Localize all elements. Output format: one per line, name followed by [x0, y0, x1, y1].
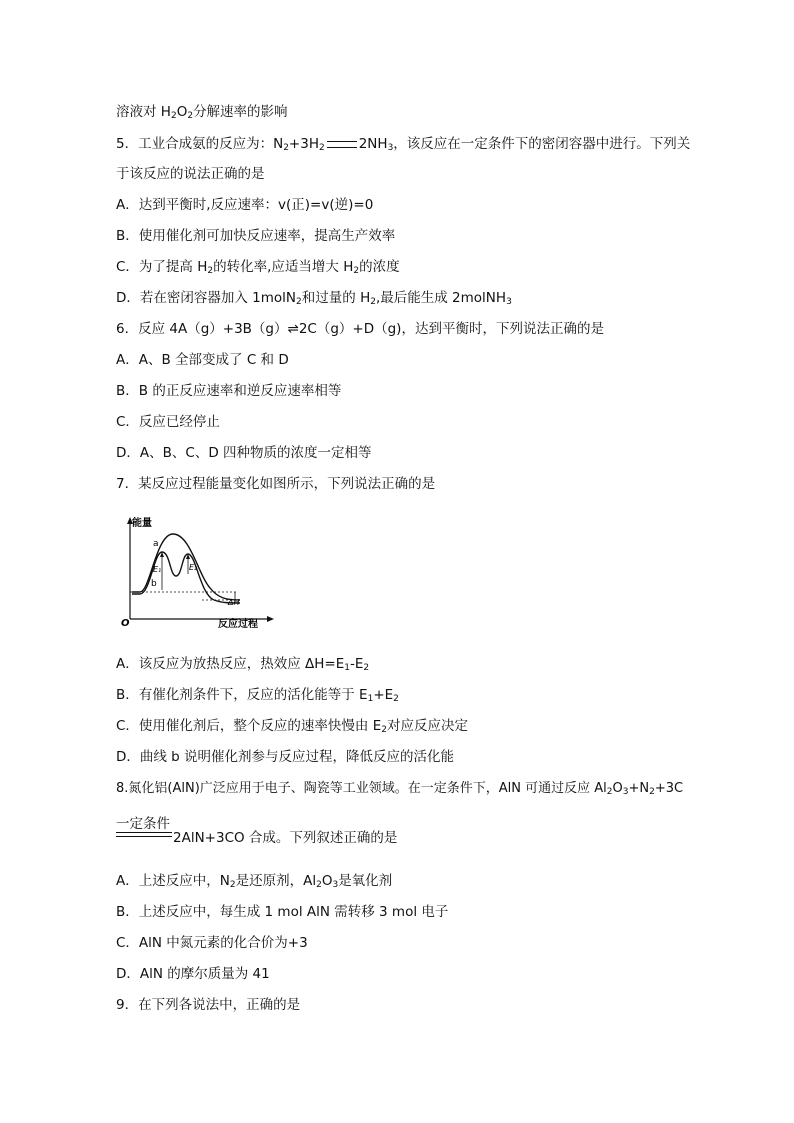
q7-option-c: C．使用催化剂后，整个反应的速率快慢由 $E_2$对应反应决定 — [116, 718, 468, 735]
reaction-condition — [116, 816, 172, 837]
q7-option-b: B．有催化剂条件下，反应的活化能等于 $E_1+E_2$ — [116, 687, 399, 704]
q6-option-a: A．A、B 全部变成了 C 和 D — [116, 352, 289, 368]
q8-option-c: C．AlN 中氮元素的化合价为+3 — [116, 935, 308, 951]
question-8: 8.氮化铝(AlN)广泛应用于电子、陶瓷等工业领域。在一定条件下，AlN 可通过反应 $Al_2O_3+N_2+3C$ — [116, 781, 684, 797]
equilibrium-sign — [327, 141, 357, 148]
e2-label: E₂ — [189, 563, 198, 572]
line-h2o2: 溶液对 $H_2O_2$分解速率的影响 — [116, 104, 288, 121]
q5-option-c: C．为了提高 $H_2$的转化率,应适当增大 $H_2$的浓度 — [116, 259, 400, 276]
question-6: 6．反应 4A（g）+3B（g）⇌2C（g）+D（g)，达到平衡时，下列说法正确的是 — [116, 321, 604, 337]
curve-a — [132, 534, 240, 600]
curve-b — [132, 552, 240, 603]
dh-label: ΔH — [228, 598, 240, 607]
question-5: 5．工业合成氨的反应为：$N_2+3H_2$ $2NH_3$，该反应在一定条件下的密闭容器中进行。下列关 — [116, 136, 691, 153]
q8-option-a: A．上述反应中，$N_2$是还原剂，$Al_2O_3$是氧化剂 — [116, 873, 393, 890]
q6-option-c: C．反应已经停止 — [116, 414, 220, 430]
question-9: 9．在下列各说法中，正确的是 — [116, 997, 301, 1013]
q8-option-d: D．AlN 的摩尔质量为 41 — [116, 966, 270, 982]
x-axis-label: 反应过程 — [218, 619, 258, 630]
question-7: 7．某反应过程能量变化如图所示，下列说法正确的是 — [116, 476, 436, 492]
curve-a-label: a — [153, 539, 159, 549]
q5-option-b: B．使用催化剂可加快反应速率，提高生产效率 — [116, 228, 396, 244]
q6-option-d: D．A、B、C、D 四种物质的浓度一定相等 — [116, 445, 372, 461]
x-axis-arrow — [267, 616, 274, 622]
curve-b-label: b — [151, 579, 157, 589]
q8-option-b: B．上述反应中，每生成 1 mol AlN 需转移 3 mol 电子 — [116, 904, 449, 920]
q5-option-a: A．达到平衡时,反应速率：v(正)=v(逆)=0 — [116, 197, 374, 213]
q7-option-a: A．该反应为放热反应，热效应 $\Delta H=E_1-E_2$ — [116, 656, 370, 673]
condition-equals-bar — [116, 832, 172, 837]
e1-label: E₁ — [153, 565, 162, 574]
energy-diagram — [118, 514, 278, 632]
question-8-cont: 2AlN+3CO 合成。下列叙述正确的是 — [173, 830, 398, 846]
y-axis-label: 能量 — [132, 518, 152, 529]
question-5-cont: 于该反应的说法正确的是 — [116, 166, 265, 182]
origin-label: O — [121, 618, 130, 629]
condition-text: 一定条件 — [116, 816, 170, 832]
q6-option-b: B．B 的正反应速率和逆反应速率相等 — [116, 383, 342, 399]
q7-option-d: D．曲线 b 说明催化剂参与反应过程，降低反应的活化能 — [116, 749, 455, 765]
q5-option-d: D．若在密闭容器加入 1molN$_2$和过量的 $H_2$,最后能生成 2molNH$_3$ — [116, 290, 512, 307]
